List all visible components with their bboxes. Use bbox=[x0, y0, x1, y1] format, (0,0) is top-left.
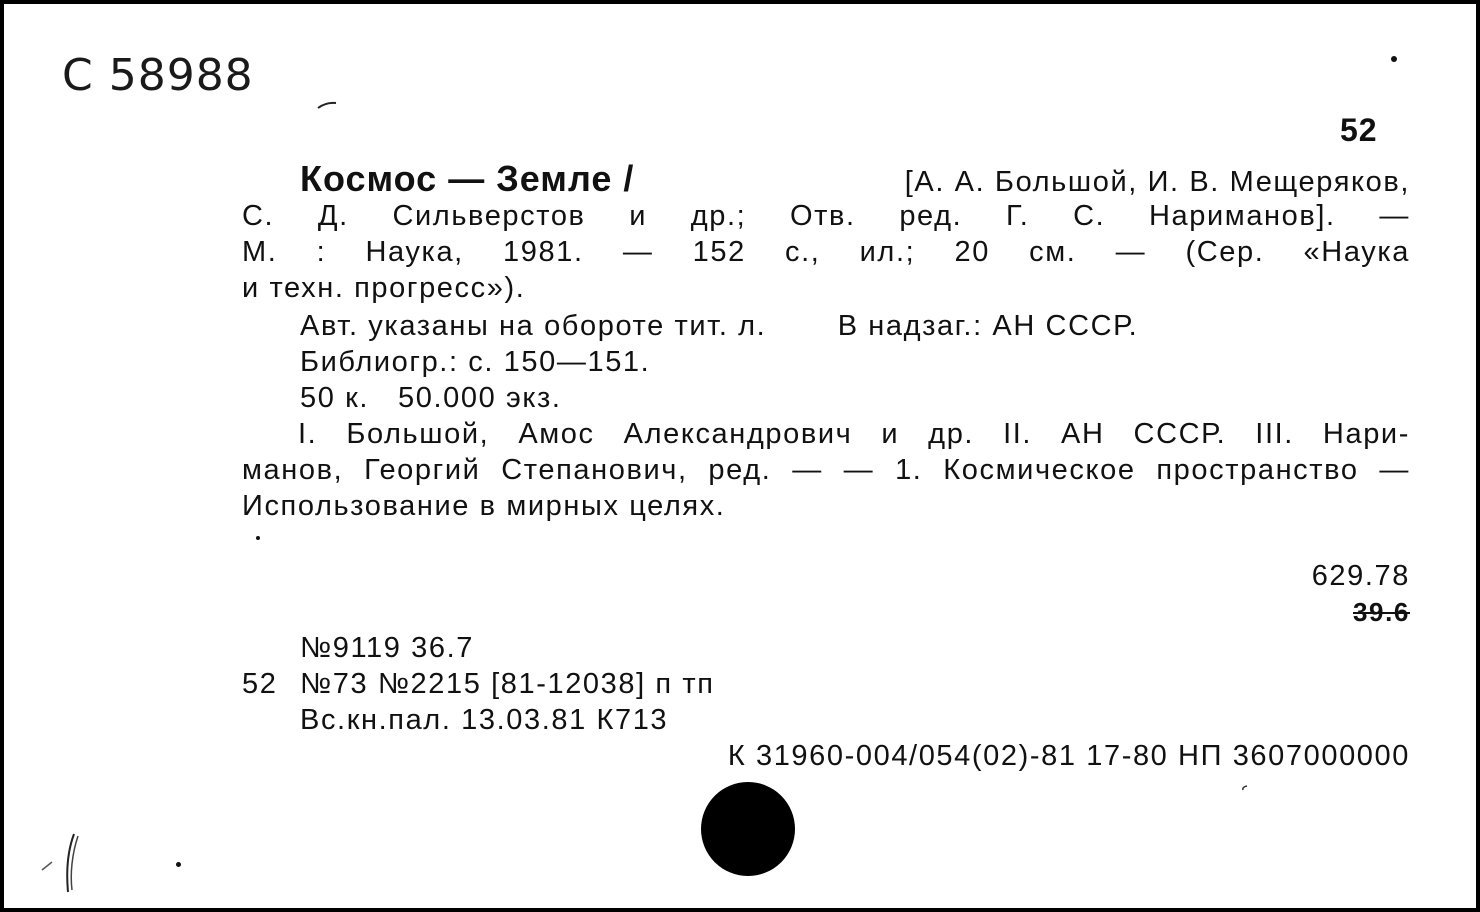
pen-mark bbox=[1240, 784, 1250, 792]
title-line bbox=[300, 158, 1410, 200]
description-line-3: М. : Наука, 1981. — 152 с., ил.; 20 см. — (Сер. «Наука bbox=[242, 236, 1410, 268]
tracing-line-2: манов, Георгий Степанович, ред. — — 1. Космическое пространство — bbox=[242, 454, 1410, 486]
handwritten-inventory-number: С 58988 bbox=[62, 50, 254, 101]
note-bibliography: Библиогр.: с. 150—151. bbox=[300, 346, 651, 378]
card-number-top: 52 bbox=[1340, 112, 1378, 148]
note-price-copies: 50 к. 50.000 экз. bbox=[300, 382, 562, 414]
footer-line-4: К 31960-004/054(02)-81 17-80 НП 3607000000 bbox=[727, 740, 1410, 772]
footer-line-2: №73 №2215 [81-12038] п тп bbox=[300, 668, 715, 700]
punch-hole bbox=[701, 782, 795, 876]
tracings-block bbox=[242, 416, 1410, 524]
footer-line-1: №9119 36.7 bbox=[300, 632, 474, 664]
pen-mark bbox=[316, 100, 338, 110]
description-line-4: и техн. прогресс»). bbox=[242, 272, 526, 304]
book-title: Космос — Земле / bbox=[300, 158, 635, 199]
speck-mark bbox=[256, 536, 260, 540]
udc-index: 629.78 bbox=[1311, 560, 1410, 592]
footer-line-3: Вс.кн.пал. 13.03.81 К713 bbox=[300, 704, 669, 736]
note-series-header: В надзаг.: АН СССР. bbox=[837, 310, 1139, 342]
footer-prefix: 52 bbox=[242, 668, 278, 700]
tracing-line-3: Использование в мирных целях. bbox=[242, 490, 726, 522]
authors-line: [А. А. Большой, И. В. Мещеряков, bbox=[904, 166, 1410, 198]
speck-mark bbox=[176, 862, 181, 867]
bbk-index-struck: 39.6 bbox=[1352, 597, 1410, 627]
tracing-line-1: I. Большой, Амос Александрович и др. II. АН СССР. III. Нари- bbox=[298, 418, 1410, 450]
description-block bbox=[242, 198, 1410, 306]
pencil-mark bbox=[38, 830, 88, 894]
note-authors bbox=[300, 308, 1138, 344]
speck-mark bbox=[1391, 56, 1397, 62]
description-line-2: С. Д. Сильверстов и др.; Отв. ред. Г. С. Нариманов]. — bbox=[242, 200, 1410, 232]
note-authors-text: Авт. указаны на обороте тит. л. bbox=[300, 310, 767, 342]
